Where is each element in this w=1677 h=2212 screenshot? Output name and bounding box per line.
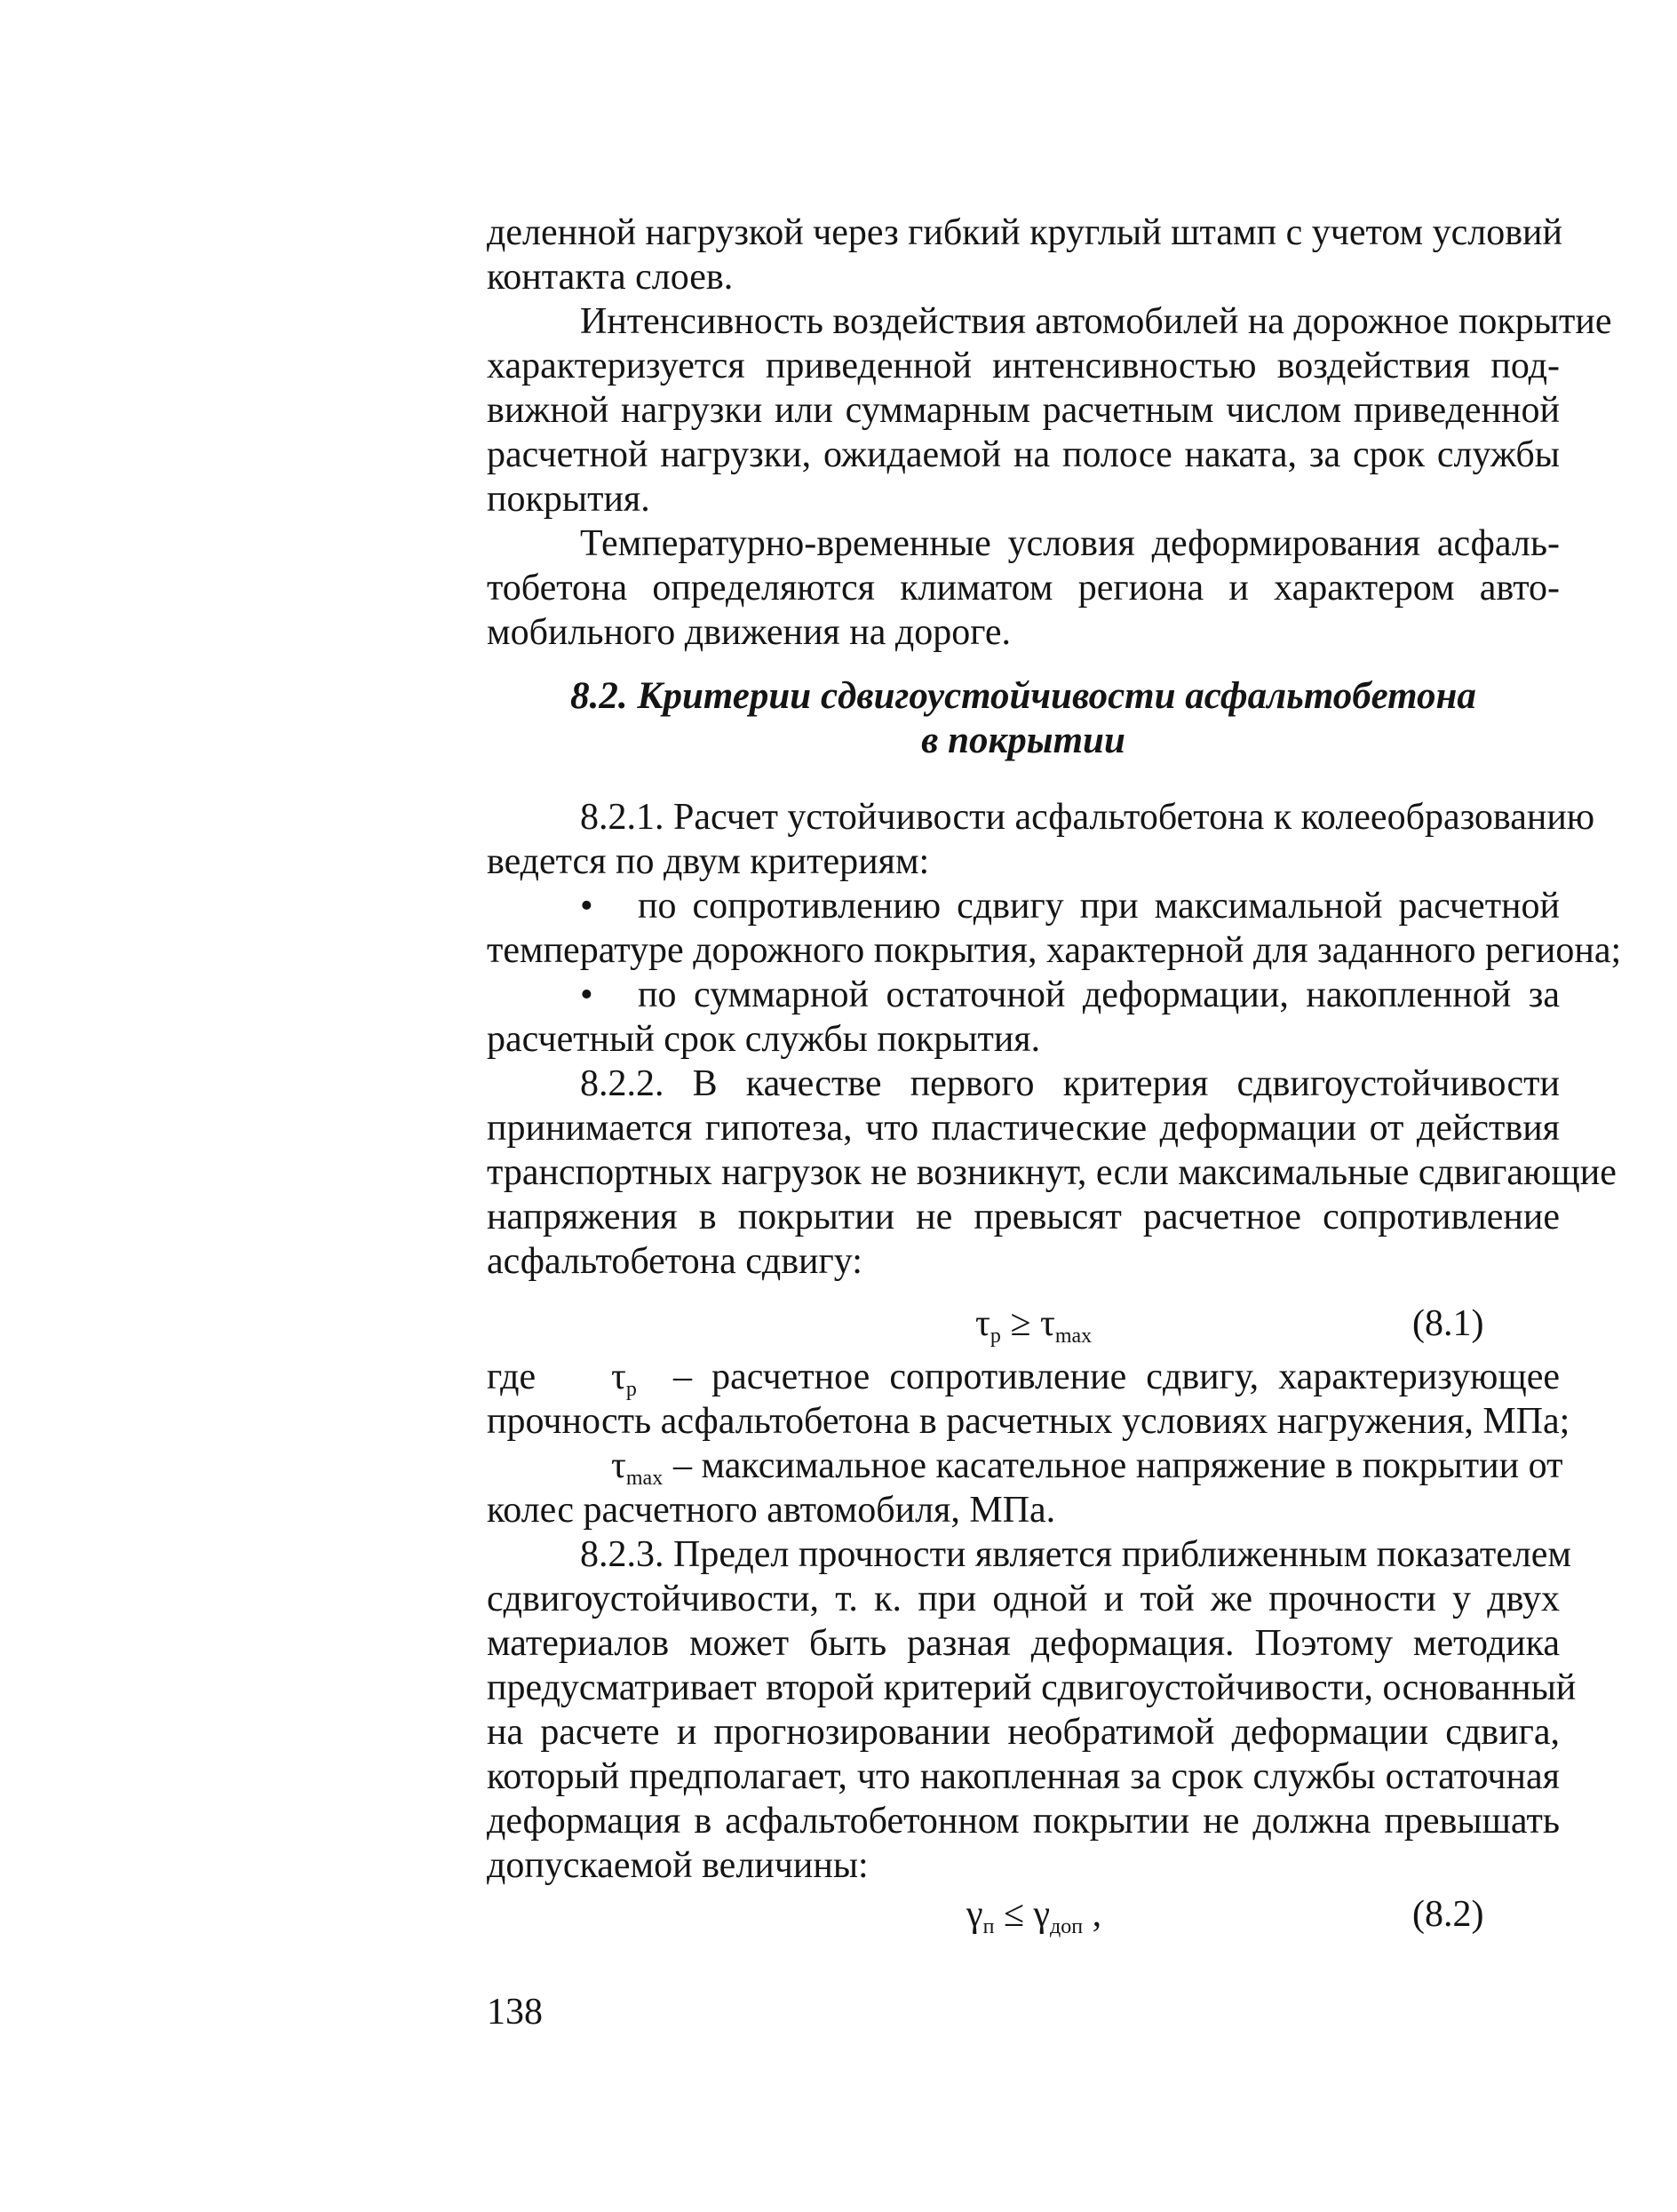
text-line: вижной нагрузки или суммарным расчетным числом приведенной: [487, 390, 1560, 431]
text-line: расчетной нагрузки, ожидаемой на полосе наката, за срок службы: [487, 434, 1560, 475]
text-line: деленной нагрузкой через гибкий круглый штамп с учетом условий: [487, 212, 1562, 253]
text-line: – максимальное касательное напряжение в покрытии от: [673, 1445, 1563, 1486]
text-line: мобильного движения на дороге.: [487, 612, 1012, 653]
text-line: контакта слоев.: [487, 257, 734, 298]
text-line: по суммарной остаточной деформации, накопленной за: [638, 975, 1560, 1015]
text-line: асфальтобетона сдвигу:: [487, 1241, 862, 1282]
text-line: – расчетное сопротивление сдвигу, характеризующее: [673, 1357, 1560, 1397]
symbol-tau-p: $\tau_p$: [611, 1357, 637, 1401]
text-line: тобетона определяются климатом региона и характером авто-: [487, 568, 1560, 609]
text-line: 8.2.1. Расчет устойчивости асфальтобетона к колееобразованию: [580, 797, 1595, 838]
text-line: 8.2.2. В качестве первого критерия сдвигоустойчивости: [580, 1063, 1560, 1104]
text-line: который предполагает, что накопленная за срок службы остаточная: [487, 1756, 1560, 1797]
text-line: по сопротивлению сдвигу при максимальной расчетной: [638, 886, 1560, 927]
section-heading-line: в покрытии: [921, 720, 1125, 761]
text-line: температуре дорожного покрытия, характерной для заданного региона;: [487, 930, 1622, 971]
text-line: ведется по двум критериям:: [487, 841, 930, 882]
bullet-icon: •: [580, 886, 593, 927]
text-line: напряжения в покрытии не превысят расчетное сопротивление: [487, 1197, 1560, 1237]
bullet-icon: •: [580, 975, 593, 1015]
text-line: предусматривает второй критерий сдвигоустойчивости, основанный: [487, 1667, 1577, 1708]
text-line: Интенсивность воздействия автомобилей на дорожное покрытие: [580, 301, 1612, 342]
formula-number: (8.2): [1412, 1894, 1484, 1935]
text-line: материалов может быть разная деформация. Поэтому методика: [487, 1623, 1560, 1664]
formula-number: (8.1): [1412, 1303, 1484, 1344]
text-line: на расчете и прогнозировании необратимой деформации сдвига,: [487, 1712, 1560, 1753]
text-line: покрытия.: [487, 479, 650, 520]
formula-expression: $\tau_p \ge \tau_{max}$: [975, 1303, 1093, 1348]
text-line: характеризуется приведенной интенсивностью воздействия под-: [487, 346, 1560, 386]
text-line: деформация в асфальтобетонном покрытии не должна превышать: [487, 1801, 1560, 1842]
where-word: где: [487, 1357, 536, 1397]
formula-expression: $\gamma_п \le \gamma_{доп}$ ,: [966, 1894, 1102, 1938]
text-line: колес расчетного автомобиля, МПа.: [487, 1490, 1056, 1531]
symbol-tau-max: $\tau_{max}$: [611, 1445, 664, 1490]
section-heading-line: 8.2. Критерии сдвигоустойчивости асфальтобетона: [570, 675, 1476, 717]
text-line: транспортных нагрузок не возникнут, если максимальные сдвигающие: [487, 1152, 1617, 1193]
text-line: прочность асфальтобетона в расчетных условиях нагружения, МПа;: [487, 1401, 1570, 1442]
page-number: 138: [487, 1992, 543, 2033]
text-line: сдвигоустойчивости, т. к. при одной и той же прочности у двух: [487, 1579, 1560, 1619]
text-line: 8.2.3. Предел прочности является приближенным показателем: [580, 1534, 1572, 1575]
text-line: расчетный срок службы покрытия.: [487, 1019, 1041, 1060]
text-line: допускаемой величины:: [487, 1845, 869, 1886]
text-line: Температурно-временные условия деформирования асфаль-: [580, 523, 1560, 564]
text-line: принимается гипотеза, что пластические деформации от действия: [487, 1108, 1560, 1149]
